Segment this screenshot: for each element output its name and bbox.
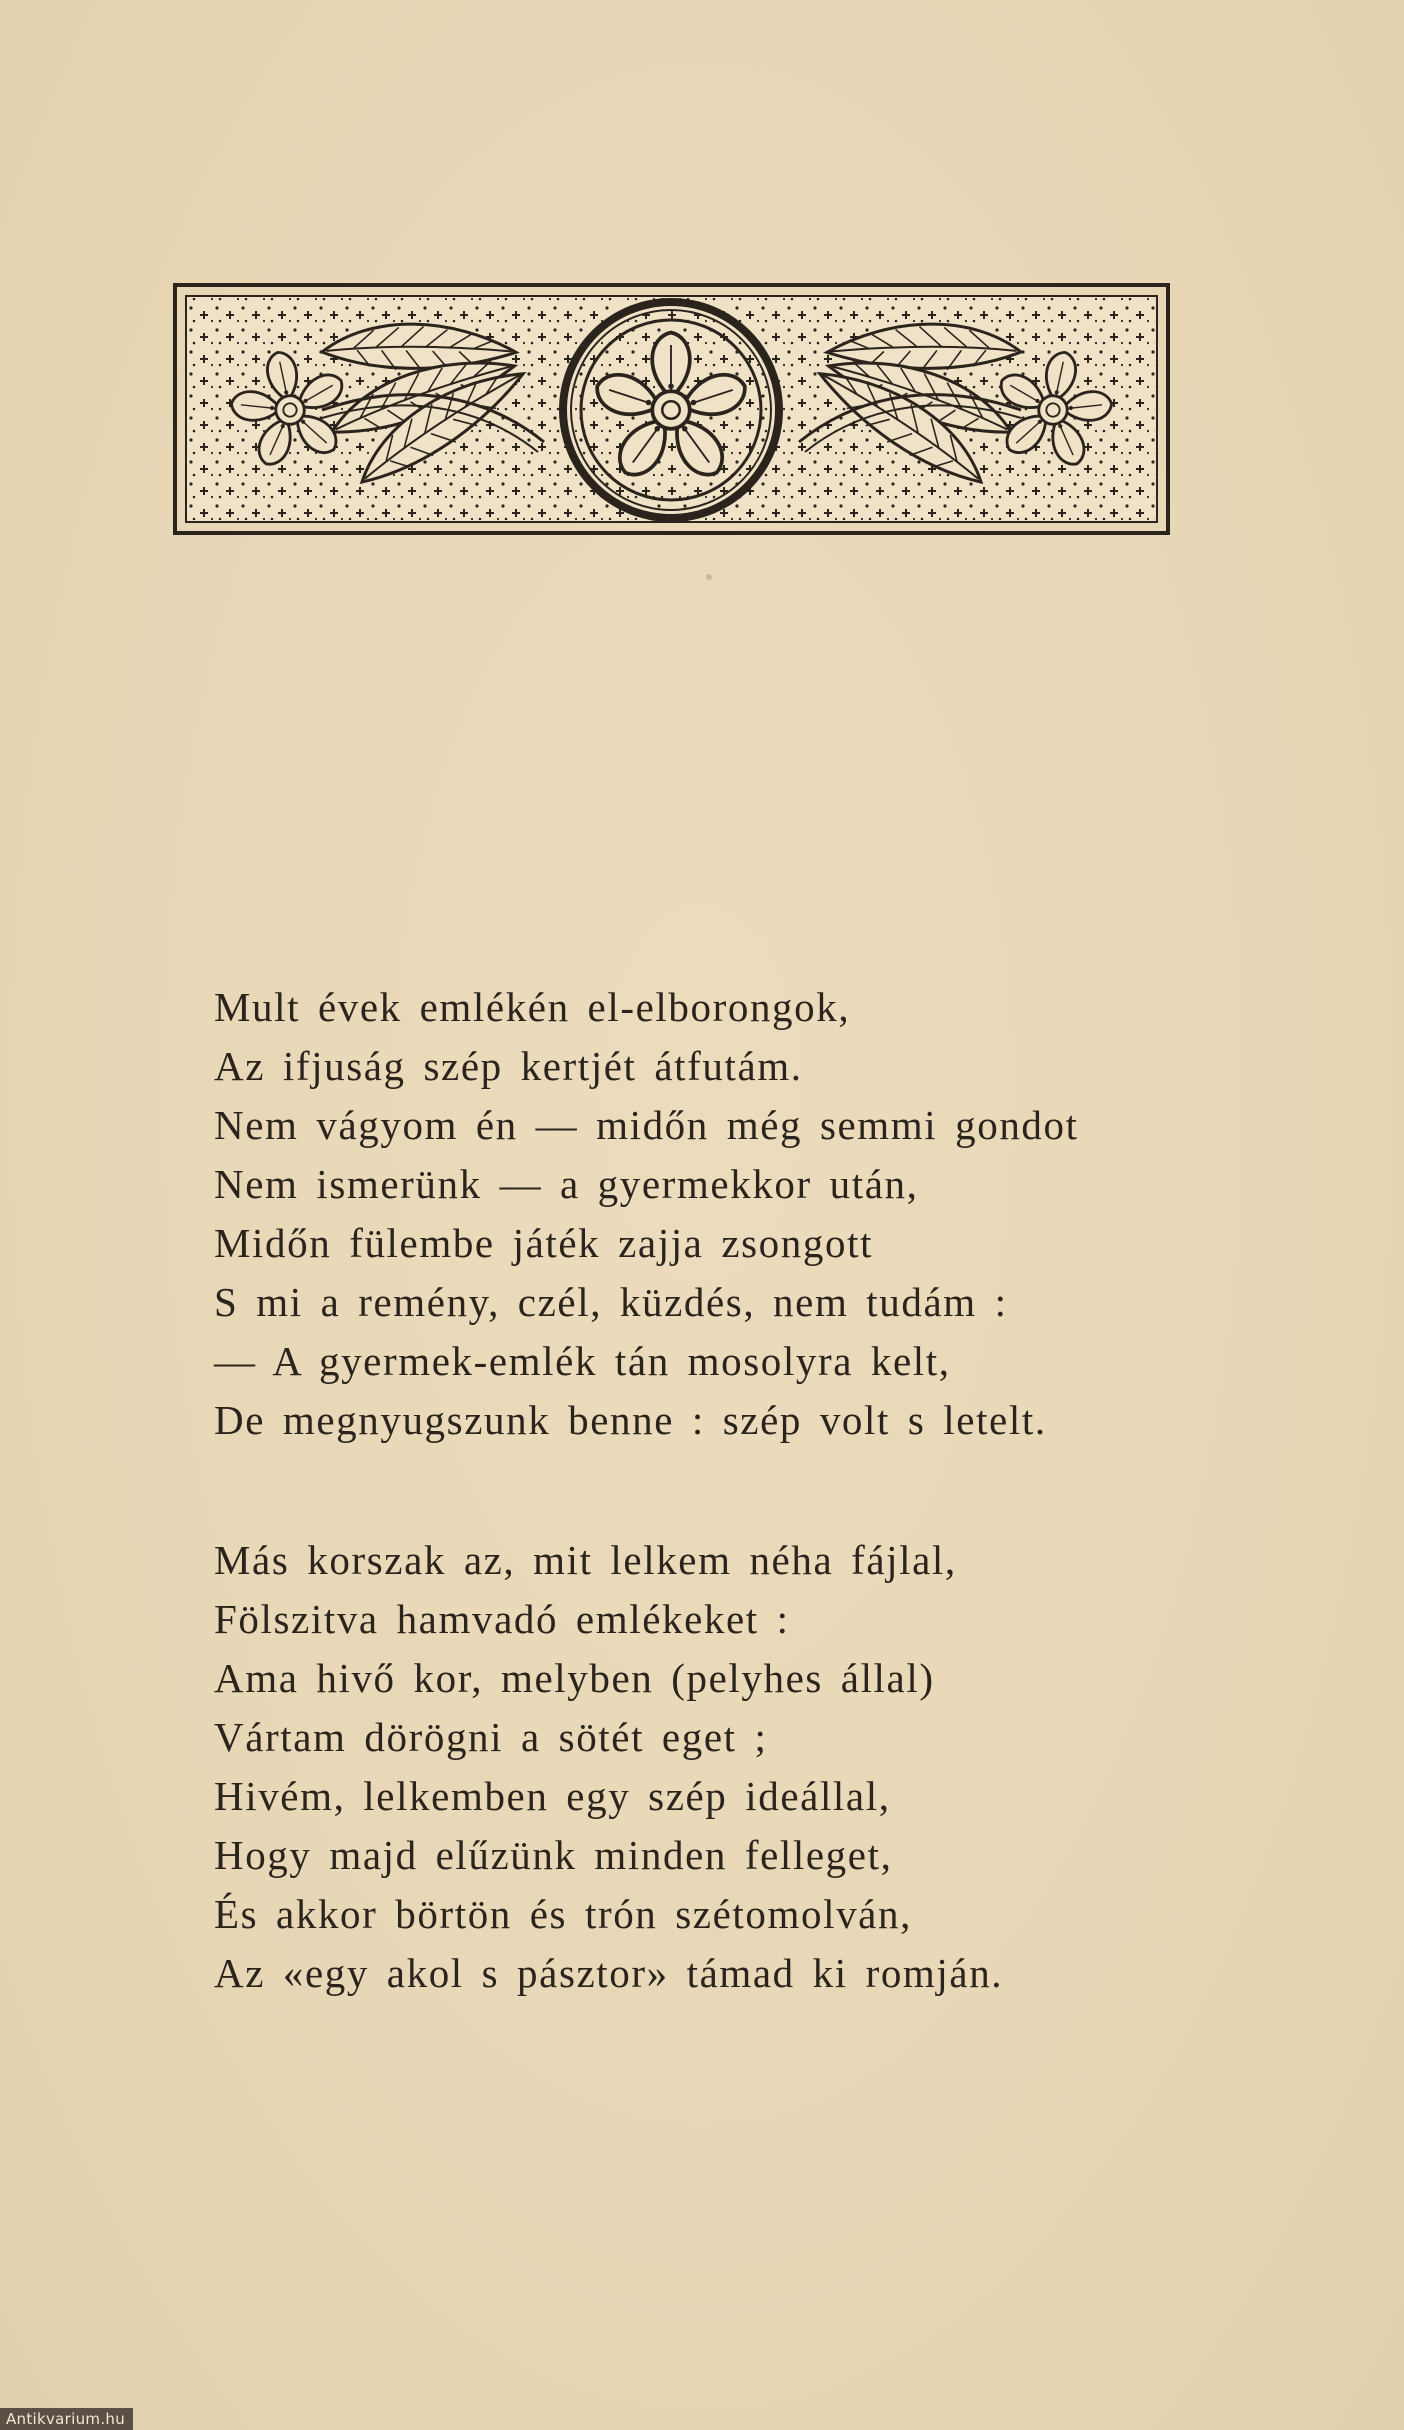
verse-line: Nem ismerünk — a gyermekkor után,	[214, 1161, 919, 1207]
paper-speck	[706, 574, 712, 580]
floral-headpiece-ornament	[172, 282, 1171, 536]
verse-line: Hivém, lelkemben egy szép ideállal,	[214, 1773, 891, 1819]
poem-stanza-2	[214, 1531, 1003, 2003]
verse-line: Az ifjuság szép kertjét átfutám.	[214, 1043, 803, 1089]
verse-line: Fölszitva hamvadó emlékeket :	[214, 1596, 790, 1642]
poem-stanza-1	[214, 978, 1079, 1450]
verse-line: Vártam dörögni a sötét eget ;	[214, 1714, 768, 1760]
verse-line: De megnyugszunk benne : szép volt s letelt.	[214, 1397, 1047, 1443]
floral-headpiece-drawing	[172, 282, 1171, 536]
verse-line: Az «egy akol s pásztor» támad ki romján.	[214, 1950, 1004, 1996]
verse-line: Hogy majd elűzünk minden felleget,	[214, 1832, 893, 1878]
verse-line: És akkor börtön és trón szétomolván,	[214, 1891, 912, 1937]
verse-line: Ama hivő kor, melyben (pelyhes állal)	[214, 1655, 935, 1701]
source-watermark: Antikvarium.hu	[0, 2408, 133, 2430]
verse-line: Nem vágyom én — midőn még semmi gondot	[214, 1102, 1079, 1148]
verse-line: — A gyermek-emlék tán mosolyra kelt,	[214, 1338, 951, 1384]
verse-line: Midőn fülembe játék zajja zsongott	[214, 1220, 874, 1266]
verse-line: Mult évek emlékén el-elborongok,	[214, 984, 851, 1030]
verse-line: Más korszak az, mit lelkem néha fájlal,	[214, 1537, 957, 1583]
verse-line: S mi a remény, czél, küzdés, nem tudám :	[214, 1279, 1008, 1325]
